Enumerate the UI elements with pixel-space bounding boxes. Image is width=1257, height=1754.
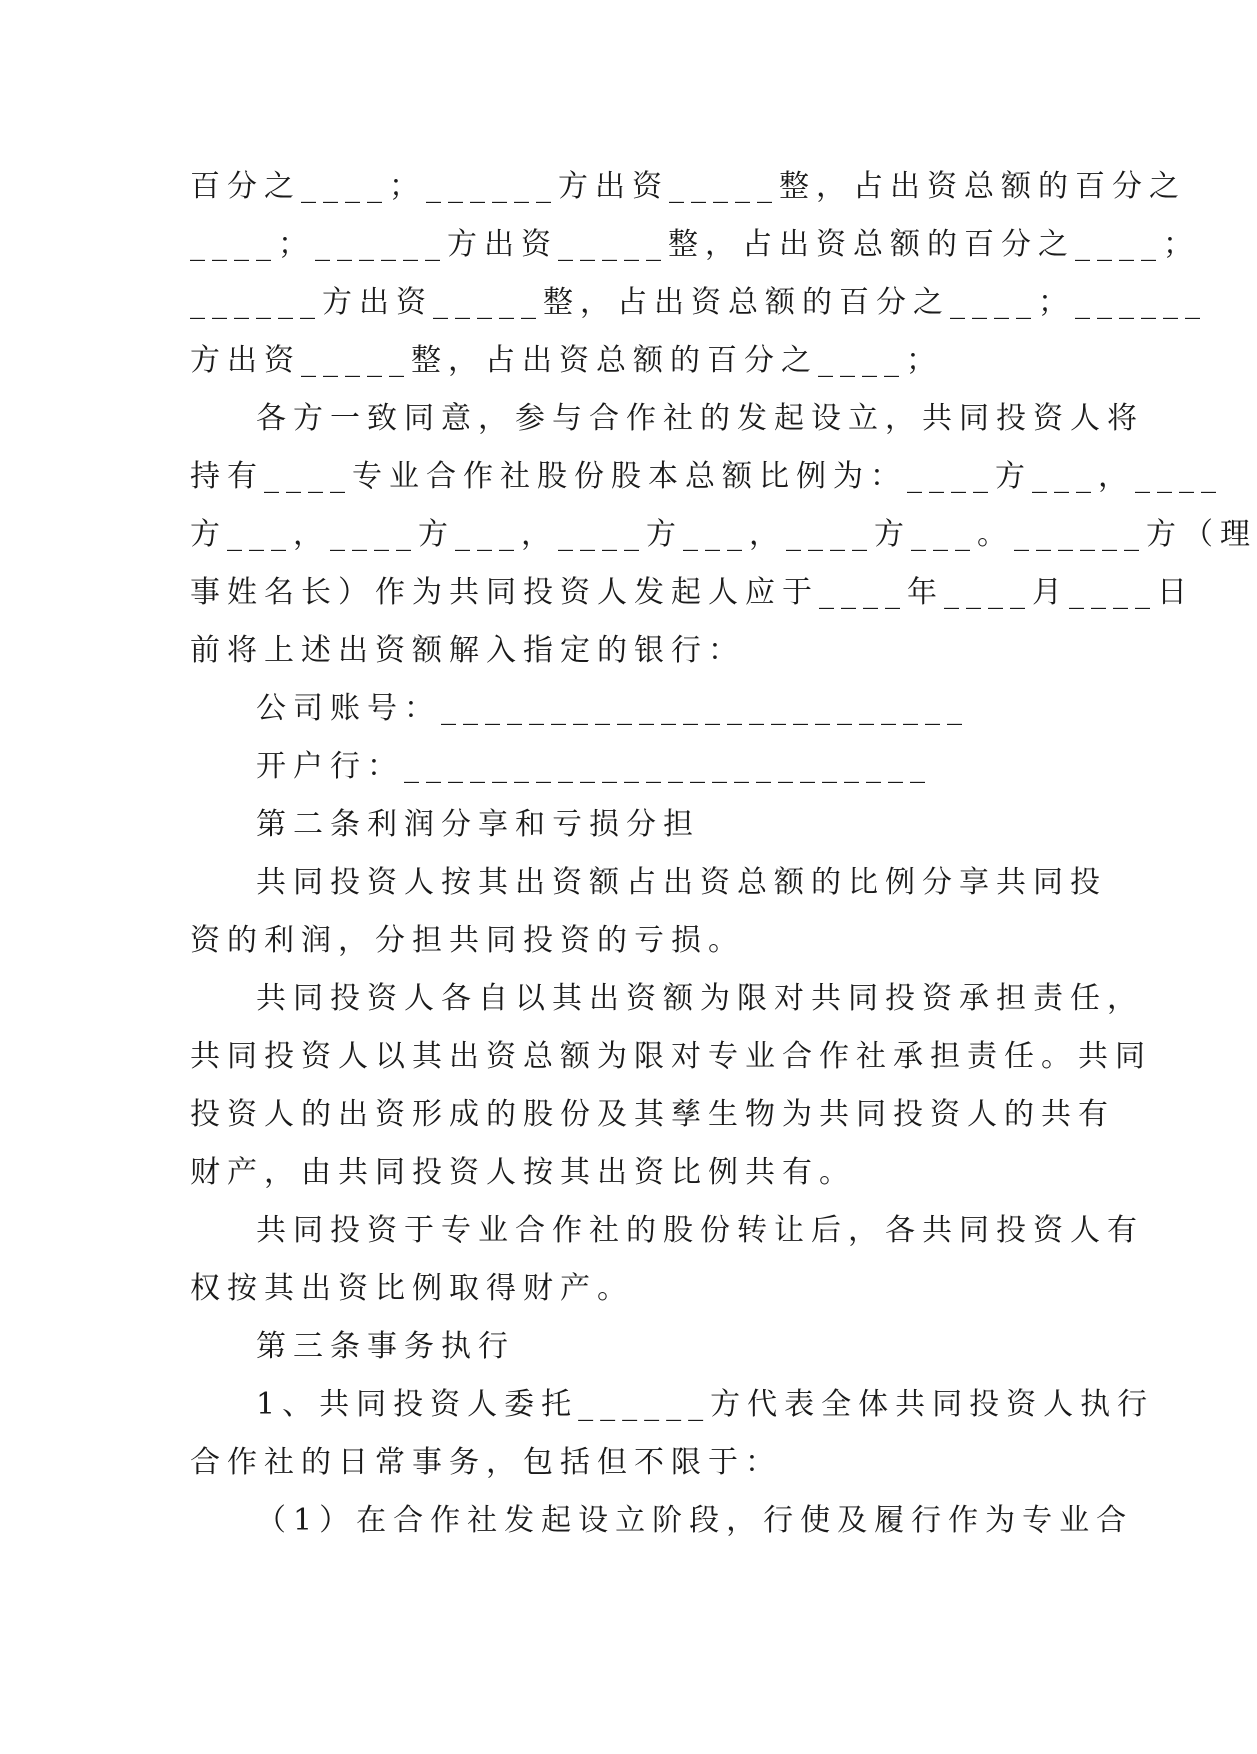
- list-item: 1、共同投资人委托______方代表全体共同投资人执行: [256, 1387, 1155, 1422]
- text-line: ____；______方出资_____整，占出资总额的百分之____；: [190, 227, 1200, 262]
- section-heading-2: 第二条利润分享和亏损分担: [256, 807, 700, 842]
- paragraph-start: 共同投资于专业合作社的股份转让后，各共同投资人有: [256, 1213, 1144, 1248]
- text-line: 投资人的出资形成的股份及其孳生物为共同投资人的共有: [190, 1097, 1115, 1132]
- text-line: 事姓名长）作为共同投资人发起人应于____年____月____日: [190, 575, 1194, 610]
- paragraph-start: 各方一致同意，参与合作社的发起设立，共同投资人将: [256, 401, 1144, 436]
- text-line: 方出资_____整，占出资总额的百分之____；: [190, 343, 943, 378]
- text-line: 前将上述出资额解入指定的银行：: [190, 633, 745, 668]
- text-line: 方___，____方___，____方___，____方___。______方（理: [190, 517, 1257, 552]
- company-account-field: 公司账号：________________________: [256, 691, 969, 726]
- bank-field: 开户行：________________________: [256, 749, 932, 784]
- text-line: 财产，由共同投资人按其出资比例共有。: [190, 1155, 856, 1190]
- text-line: 资的利润，分担共同投资的亏损。: [190, 923, 745, 958]
- text-line: 权按其出资比例取得财产。: [190, 1271, 634, 1306]
- text-line: 持有____专业合作社股份股本总额比例为：____方___，____: [190, 459, 1223, 494]
- section-heading-3: 第三条事务执行: [256, 1329, 515, 1364]
- sub-list-item: （1）在合作社发起设立阶段，行使及履行作为专业合: [256, 1503, 1134, 1538]
- text-line: 百分之____；______方出资_____整，占出资总额的百分之: [190, 169, 1186, 204]
- text-line: ______方出资_____整，占出资总额的百分之____；______: [190, 285, 1207, 320]
- paragraph-start: 共同投资人按其出资额占出资总额的比例分享共同投: [256, 865, 1107, 900]
- text-line: 共同投资人以其出资总额为限对专业合作社承担责任。共同: [190, 1039, 1152, 1074]
- text-line: 合作社的日常事务，包括但不限于：: [190, 1445, 782, 1480]
- paragraph-start: 共同投资人各自以其出资额为限对共同投资承担责任，: [256, 981, 1144, 1016]
